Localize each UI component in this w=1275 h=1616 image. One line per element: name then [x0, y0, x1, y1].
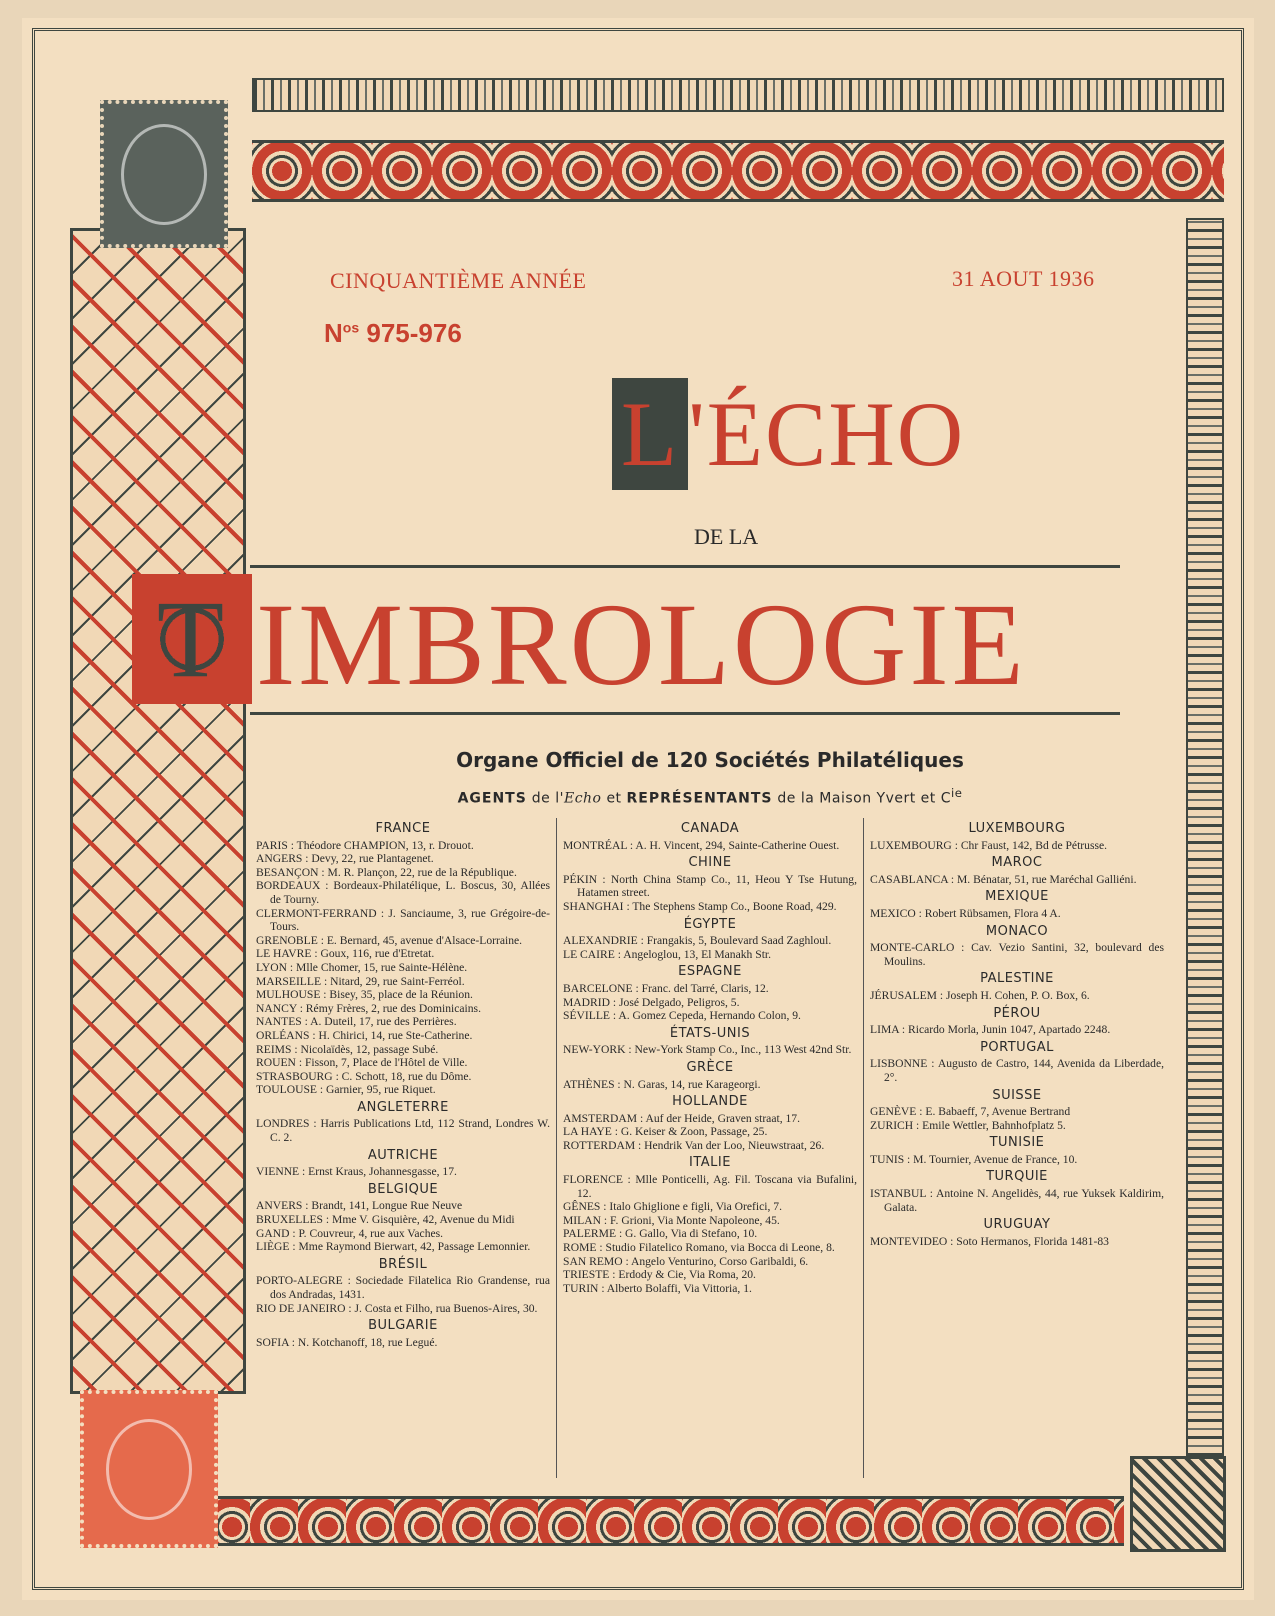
title-echo-rest: 'ÉCHO: [688, 383, 966, 485]
agent-entry: VIENNE : Ernst Kraus, Johannesgasse, 17.: [256, 1165, 457, 1179]
top-ornament-strip: [252, 140, 1224, 202]
agent-entry: ALEXANDRIE : Frangakis, 5, Boulevard Saad Zaghloul.: [563, 934, 832, 948]
agent-entry: PORTO-ALEGRE : Sociedade Filatelica Rio Grandense, rua dos Andradas, 1431.: [256, 1274, 550, 1301]
agent-entry: MEXICO : Robert Rübsamen, Flora 4 A.: [870, 906, 1061, 920]
stamp-portrait-icon: [121, 124, 207, 225]
right-ornament-border: [1186, 218, 1224, 1492]
agent-entry: GRENOBLE : E. Bernard, 45, avenue d'Alsace-Lorraine.: [256, 933, 523, 947]
country-heading: MEXIQUE: [985, 889, 1049, 905]
agent-entry: LUXEMBOURG : Chr Faust, 142, Bd de Pétrusse.: [870, 838, 1108, 852]
agent-entry: LONDRES : Harris Publications Ltd, 112 Strand, Londres W. C. 2.: [256, 1117, 550, 1145]
magazine-cover: [22, 18, 1254, 1600]
agent-entry: NANTES : A. Duteil, 17, rue des Perrières.: [256, 1015, 457, 1029]
agent-entry: PARIS : Théodore CHAMPION, 13, r. Drouot.: [256, 838, 474, 852]
agent-entry: LA HAYE : G. Keiser & Zoon, Passage, 25.: [563, 1125, 768, 1139]
agent-entry: BORDEAUX : Bordeaux-Philatélique, L. Boscus, 30, Allées de Tourny.: [256, 879, 550, 906]
agent-entry: ROME : Studio Filatelico Romano, via Bocca di Leone, 8.: [563, 1241, 835, 1255]
agent-entry: REIMS : Nicolaïdès, 12, passage Subé.: [256, 1042, 439, 1056]
agent-entry: TOULOUSE : Garnier, 95, rue Riquet.: [256, 1083, 436, 1097]
date-line: 31 AOUT 1936: [952, 266, 1095, 291]
stamp-illustration-bottom: [80, 1390, 218, 1548]
agent-entry: FLORENCE : Mlle Ponticelli, Ag. Fil. Toscana via Bufalini, 12.: [563, 1173, 857, 1200]
bottom-ornament-strip: [202, 1496, 1124, 1546]
agent-entry: NEW-YORK : New-York Stamp Co., Inc., 113 West 42nd Str.: [563, 1043, 852, 1057]
agent-entry: LE CAIRE : Angeloglou, 13, El Manakh Str.: [563, 947, 772, 961]
agent-entry: ANGERS : Devy, 22, rue Plantagenet.: [256, 852, 434, 866]
country-heading: SUISSE: [992, 1087, 1042, 1103]
country-heading: CANADA: [680, 821, 740, 836]
agents-maison-sup: ie: [951, 786, 963, 800]
year-line: CINQUANTIÈME ANNÉE: [330, 268, 587, 293]
country-heading: HOLLANDE: [672, 1094, 748, 1110]
agent-entry: LE HAVRE : Goux, 116, rue d'Etretat.: [256, 947, 435, 961]
agent-entry: BRUXELLES : Mme V. Gisquière, 42, Avenue du Midi: [256, 1213, 515, 1227]
agents-representants: REPRÉSENTANTS: [626, 790, 773, 807]
agent-entry: ISTANBUL : Antoine N. Angelidès, 44, rue Yuksek Kaldirim, Galata.: [870, 1187, 1164, 1214]
agent-entry: LISBONNE : Augusto de Castro, 144, Avenida da Liberdade, 2°.: [870, 1057, 1164, 1084]
agent-entry: LIMA : Ricardo Morla, Junin 1047, Apartado 2248.: [870, 1023, 1111, 1037]
agents-columns: [250, 818, 1170, 1478]
country-heading: FRANCE: [375, 821, 431, 836]
agent-entry: MILAN : F. Grioni, Via Monte Napoleone, 45.: [563, 1213, 780, 1227]
country-heading: TURQUIE: [986, 1169, 1048, 1185]
country-heading: CHINE: [688, 855, 732, 871]
subtitle: Organe Officiel de 120 Sociétés Philatéliques: [456, 748, 964, 772]
stamp-illustration-top: [100, 100, 228, 248]
agent-entry: TRIESTE : Erdody & Cie, Via Roma, 20.: [563, 1268, 756, 1282]
agent-entry: MADRID : José Delgado, Peligros, 5.: [563, 995, 740, 1009]
agent-entry: MONTRÉAL : A. H. Vincent, 294, Sainte-Catherine Ouest.: [563, 838, 840, 852]
agent-entry: JÉRUSALEM : Joseph H. Cohen, P. O. Box, 6.: [870, 988, 1090, 1002]
agent-entry: MARSEILLE : Nitard, 29, rue Saint-Ferréol.: [256, 974, 465, 988]
country-heading: ESPAGNE: [678, 964, 742, 980]
agent-entry: GÊNES : Italo Ghiglione e figli, Via Orefici, 7.: [563, 1200, 783, 1214]
agents-line: [250, 786, 1170, 807]
agent-entry: SÉVILLE : A. Gomez Cepeda, Hernando Colon, 9.: [563, 1009, 801, 1023]
agent-entry: BESANÇON : M. R. Plançon, 22, rue de la République.: [256, 865, 517, 879]
agent-entry: GENÈVE : E. Babaeff, 7, Avenue Bertrand: [870, 1105, 1071, 1119]
title-timbro-rest: IMBROLOGIE: [256, 579, 1027, 710]
agent-entry: NANCY : Rémy Frères, 2, rue des Dominicains.: [256, 1001, 481, 1015]
country-heading: BRÉSIL: [378, 1256, 428, 1272]
agent-entry: ATHÈNES : N. Garas, 14, rue Karageorgi.: [563, 1077, 761, 1091]
agents-column-3: [863, 818, 1170, 1478]
country-heading: MONACO: [985, 923, 1049, 939]
agents-column-2: [556, 818, 863, 1478]
country-heading: ÉTATS-UNIS: [669, 1025, 751, 1041]
agent-entry: MULHOUSE : Bisey, 35, place de la Réunion.: [256, 988, 473, 1002]
agent-entry: ORLÉANS : H. Chirici, 14, rue Ste-Catherine.: [256, 1028, 473, 1042]
title-de-la: DE LA: [694, 524, 759, 549]
agents-maison: de la Maison Yvert et C: [777, 790, 951, 807]
agents-word: AGENTS: [457, 790, 527, 807]
agent-entry: PÉKIN : North China Stamp Co., 11, Heou Y Tse Hutung, Hatamen street.: [563, 872, 857, 900]
agent-entry: SOFIA : N. Kotchanoff, 18, rue Legué.: [256, 1335, 438, 1349]
issue-prefix: N: [324, 318, 343, 348]
country-heading: ÉGYPTE: [683, 916, 737, 932]
country-heading: PÉROU: [993, 1005, 1041, 1021]
agent-entry: TURIN : Alberto Bolaffi, Via Vittoria, 1.: [563, 1281, 752, 1295]
agent-entry: GAND : P. Couvreur, 4, rue aux Vaches.: [256, 1226, 444, 1240]
agent-entry: BARCELONE : Franc. del Tarré, Claris, 12.: [563, 981, 769, 995]
country-heading: LUXEMBOURG: [968, 821, 1066, 836]
agent-entry: CASABLANCA : M. Bénatar, 51, rue Maréchal Galliéni.: [870, 872, 1137, 886]
agent-entry: ROUEN : Fisson, 7, Place de l'Hôtel de Ville.: [256, 1056, 468, 1070]
agent-entry: ANVERS : Brandt, 141, Longue Rue Neuve: [256, 1199, 463, 1213]
agent-entry: LYON : Mlle Chomer, 15, rue Sainte-Hélène.: [256, 960, 468, 974]
agents-column-1: [250, 818, 556, 1478]
agent-entry: CLERMONT-FERRAND : J. Sanciaume, 3, rue Grégoire-de-Tours.: [256, 906, 550, 934]
top-ornament-border: [252, 78, 1224, 112]
agent-entry: LIÈGE : Mme Raymond Bierwart, 42, Passage Lemonnier.: [256, 1240, 531, 1254]
title-echo: [612, 378, 965, 490]
agent-entry: TUNIS : M. Tournier, Avenue de France, 10.: [870, 1152, 1078, 1166]
country-heading: PORTUGAL: [980, 1039, 1054, 1055]
country-heading: ITALIE: [689, 1155, 731, 1171]
country-heading: TUNISIE: [989, 1135, 1045, 1151]
agent-entry: SHANGHAI : The Stephens Stamp Co., Boone Road, 429.: [563, 899, 837, 913]
issue-number: [324, 318, 462, 349]
country-heading: AUTRICHE: [367, 1147, 439, 1163]
title-rule-top: [250, 565, 1120, 568]
agents-de: de l': [531, 790, 564, 807]
issue-numbers: 975-976: [366, 318, 462, 348]
agent-entry: RIO DE JANEIRO : J. Costa et Filho, rua Buenos-Aires, 30.: [256, 1301, 538, 1315]
country-heading: PALESTINE: [980, 971, 1054, 987]
country-heading: ANGLETERRE: [357, 1099, 449, 1115]
title-timbrologie: [132, 574, 1027, 710]
agents-et: et: [606, 790, 622, 807]
agent-entry: STRASBOURG : C. Schott, 18, rue du Dôme.: [256, 1069, 472, 1083]
agent-entry: MONTE-CARLO : Cav. Vezio Santini, 32, boulevard des Moulins.: [870, 941, 1164, 968]
country-heading: MAROC: [991, 855, 1043, 871]
title-timbro-initial: T: [132, 574, 252, 704]
agent-entry: ZURICH : Emile Wettler, Bahnhofplatz 5.: [870, 1118, 1066, 1132]
agent-entry: SAN REMO : Angelo Venturino, Corso Garibaldi, 6.: [563, 1254, 809, 1268]
stamp-portrait-icon: [106, 1419, 192, 1520]
left-ornament-column: [70, 228, 246, 1394]
agent-entry: MONTEVIDEO : Soto Hermanos, Florida 1481-83: [870, 1234, 1109, 1248]
agent-entry: ROTTERDAM : Hendrik Van der Loo, Nieuwstraat, 26.: [563, 1138, 825, 1152]
agent-entry: PALERME : G. Gallo, Via di Stefano, 10.: [563, 1227, 758, 1241]
agents-echo: Echo: [563, 790, 602, 807]
country-heading: BELGIQUE: [367, 1181, 439, 1197]
title-rule-bottom: [250, 712, 1120, 715]
country-heading: GRÈCE: [686, 1059, 734, 1075]
country-heading: BULGARIE: [368, 1318, 438, 1334]
agent-entry: AMSTERDAM : Auf der Heide, Graven straat, 17.: [563, 1111, 800, 1125]
title-echo-initial: L: [612, 378, 688, 490]
issue-prefix-sup: os: [342, 319, 360, 336]
country-heading: URUGUAY: [983, 1217, 1051, 1233]
